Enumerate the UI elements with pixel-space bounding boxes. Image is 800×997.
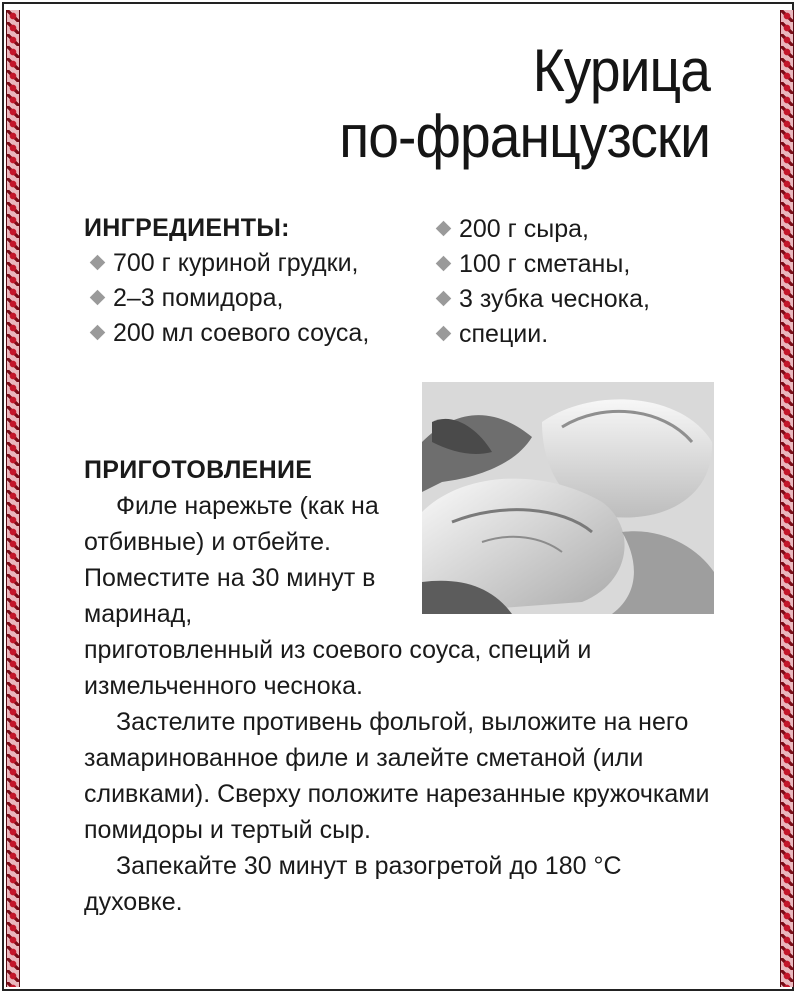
diamond-bullet-icon (90, 290, 106, 306)
diamond-bullet-icon (436, 256, 452, 272)
ingredients-heading: ИНГРЕДИЕНТЫ: (84, 214, 290, 242)
preparation-paragraph: Застелите противень фольгой, выложите на него замаринованное филе и залейте сметаной (или сливками). Сверху положите нарезанные кружочками помидоры и тертый сыр. (84, 708, 710, 844)
title-line-1: Курица (532, 37, 710, 104)
photo-spacer (386, 488, 712, 614)
preparation-paragraph: Запекайте 30 минут в разогретой до 180 °С духовке. (84, 852, 622, 916)
ingredient-item: 700 г куриной грудки, (84, 246, 384, 281)
diamond-bullet-icon (90, 325, 106, 341)
ingredients-right-column (430, 212, 730, 352)
ingredients-list-right (430, 212, 730, 352)
ingredient-item: 100 г сметаны, (430, 247, 730, 282)
preparation-text (84, 488, 712, 920)
ingredients-left-column (84, 210, 384, 351)
diamond-bullet-icon (436, 291, 452, 307)
left-ornament-border (6, 10, 20, 987)
preparation-heading: ПРИГОТОВЛЕНИЕ (84, 456, 313, 484)
ingredient-item: 3 зубка чеснока, (430, 282, 730, 317)
ingredient-item: 200 мл соевого соуса, (84, 316, 384, 351)
ingredient-item: специи. (430, 317, 730, 352)
diamond-bullet-icon (436, 326, 452, 342)
preparation-paragraph: Филе нарежьте (как на отбивные) и отбейте. Поместите на 30 минут в маринад, приготовленный из соевого соуса, специй и измельченного чеснока. (84, 492, 592, 700)
diamond-bullet-icon (436, 221, 452, 237)
diamond-bullet-icon (90, 255, 106, 271)
ingredients-list-left (84, 246, 384, 351)
title-line-2: по-французски (339, 103, 710, 170)
ingredient-item: 200 г сыра, (430, 212, 730, 247)
recipe-title (339, 38, 710, 170)
ingredient-item: 2–3 помидора, (84, 281, 384, 316)
right-ornament-border (780, 10, 794, 987)
